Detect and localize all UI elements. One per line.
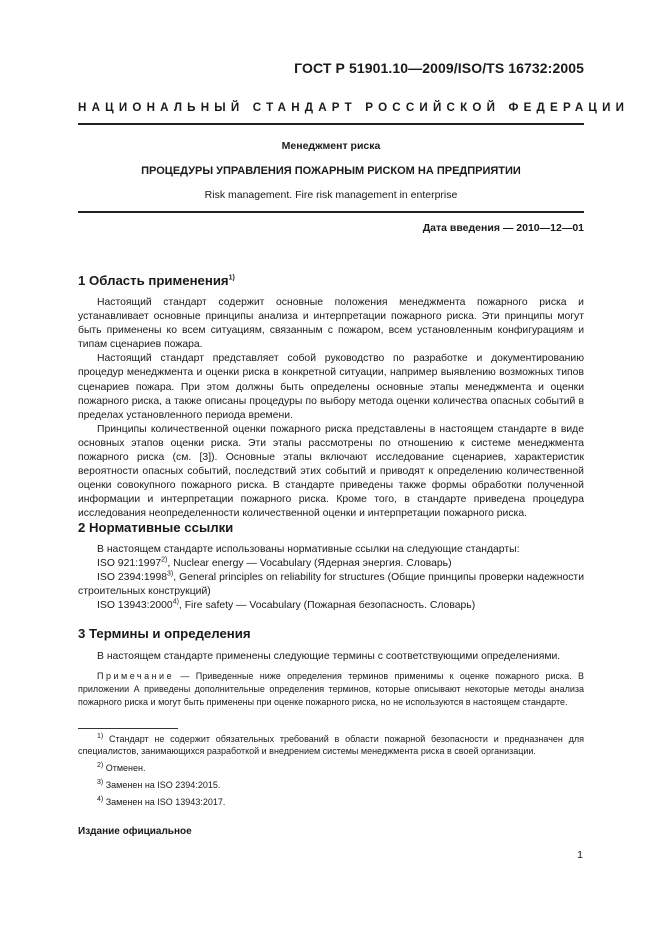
footnote-ref[interactable]: 3)	[167, 570, 174, 578]
note-block	[78, 670, 584, 708]
english-title: Risk management. Fire risk management in enterprise	[204, 189, 458, 201]
paragraph: В настоящем стандарте применены следующие термины с соответствующими определениями.	[97, 651, 561, 662]
normative-reference: ISO 13943:2000$^{4)}$, Fire safety — Vocabulary (Пожарная безопасность. Словарь)	[97, 598, 476, 612]
section-2-heading: 2 Нормативные ссылки	[78, 520, 234, 535]
normative-reference: ISO 2394:1998$^{3)}$, General principles on reliability for structures (Общие принципы проверки надежности строительных конструкций)	[78, 570, 584, 598]
top-rule	[78, 123, 584, 125]
normative-reference: ISO 921:1997$^{2)}$, Nuclear energy — Vocabulary (Ядерная энергия. Словарь)	[97, 556, 452, 570]
section-3-heading: 3 Термины и определения	[78, 626, 251, 641]
footnote-ref[interactable]: 1)	[228, 274, 235, 282]
paragraph: Настоящий стандарт представляет собой руководство по разработке и документированию процедур менеджмента и оценки риска в конкретной ситуации, например выявлению возможных типов сценариев пожара. При этом должны быть определены основные этапы менеджмента и оценки пожарного риска, а также описаны процедуры по выбору метода оценки количества опасных событий в пределах установленного периода времени.	[78, 353, 584, 421]
footnote: $^{3)}$ Заменен на ISO 2394:2015.	[97, 779, 221, 790]
section-2-body	[78, 543, 584, 613]
footnotes	[78, 733, 584, 813]
section-1-heading: 1 Область применения$^{1)}$	[78, 273, 235, 288]
footnote: $^{2)}$ Отменен.	[97, 762, 146, 773]
footnote-ref[interactable]: 2)	[161, 556, 168, 564]
footnote: $^{4)}$ Заменен на ISO 13943:2017.	[97, 796, 226, 807]
footnote: $^{1)}$ Стандарт не содержит обязательных требований в области пожарной безопасности и предназначен для специалистов, занимающихся разработкой и внедрением системы менеджмента риска в своей организации.	[78, 733, 584, 756]
note-label: Примечание	[97, 671, 175, 681]
section-3-body	[78, 650, 584, 664]
note-text: — Приведенные ниже определения терминов применимы к оценке пожарного риска. В приложении А приведены дополнительные определения терминов, которые описывают некоторые методы анализа пожарного риска и могут быть применены при оценке пожарного риска, но не используются в настоящем стандарте.	[78, 671, 584, 707]
document-subtitle: Менеджмент риска	[281, 140, 381, 152]
paragraph: Принципы количественной оценки пожарного риска представлены в настоящем стандарте в виде основных этапов оценки риска. Эти этапы рассмотрены по отношению к системе менеджмента пожарного риска (см. [3]). Основные этапы включают исследование сценариев, характеристик вероятности опасных событий, последствий этих событий и приводят к определению количественной оценки совокупного пожарного риска. В стандарте приведены также формы обработки полученной информации и интерпретации пожарного риска. Кроме того, в стандарте приведена процедура исследования неопределенности количественной оценки и интерпретации пожарного риска.	[78, 423, 584, 520]
standard-code: ГОСТ Р 51901.10—2009/ISO/TS 16732:2005	[294, 60, 584, 76]
bottom-rule	[78, 211, 584, 213]
paragraph: Настоящий стандарт содержит основные положения менеджмента пожарного риска и устанавливает основные принципы анализа и интерпретации пожарного риска. Эти принципы могут быть применены ко всем ситуациям, связанным с пожаром, всем установленным конфигурациям и типам сценариев пожара.	[78, 297, 584, 351]
paragraph: В настоящем стандарте использованы нормативные ссылки на следующие стандарты:	[97, 544, 520, 555]
section-1-body	[78, 296, 584, 522]
official-edition-label: Издание официальное	[78, 826, 192, 837]
national-standard-banner: НАЦИОНАЛЬНЫЙ СТАНДАРТ РОССИЙСКОЙ ФЕДЕРАЦИИ	[78, 101, 630, 114]
document-title: ПРОЦЕДУРЫ УПРАВЛЕНИЯ ПОЖАРНЫМ РИСКОМ НА ПРЕДПРИЯТИИ	[141, 165, 521, 177]
introduction-date: Дата введения — 2010—12—01	[422, 222, 584, 234]
page-number: 1	[577, 849, 583, 861]
footnote-ref[interactable]: 4)	[172, 598, 179, 606]
footnote-rule	[78, 728, 178, 729]
